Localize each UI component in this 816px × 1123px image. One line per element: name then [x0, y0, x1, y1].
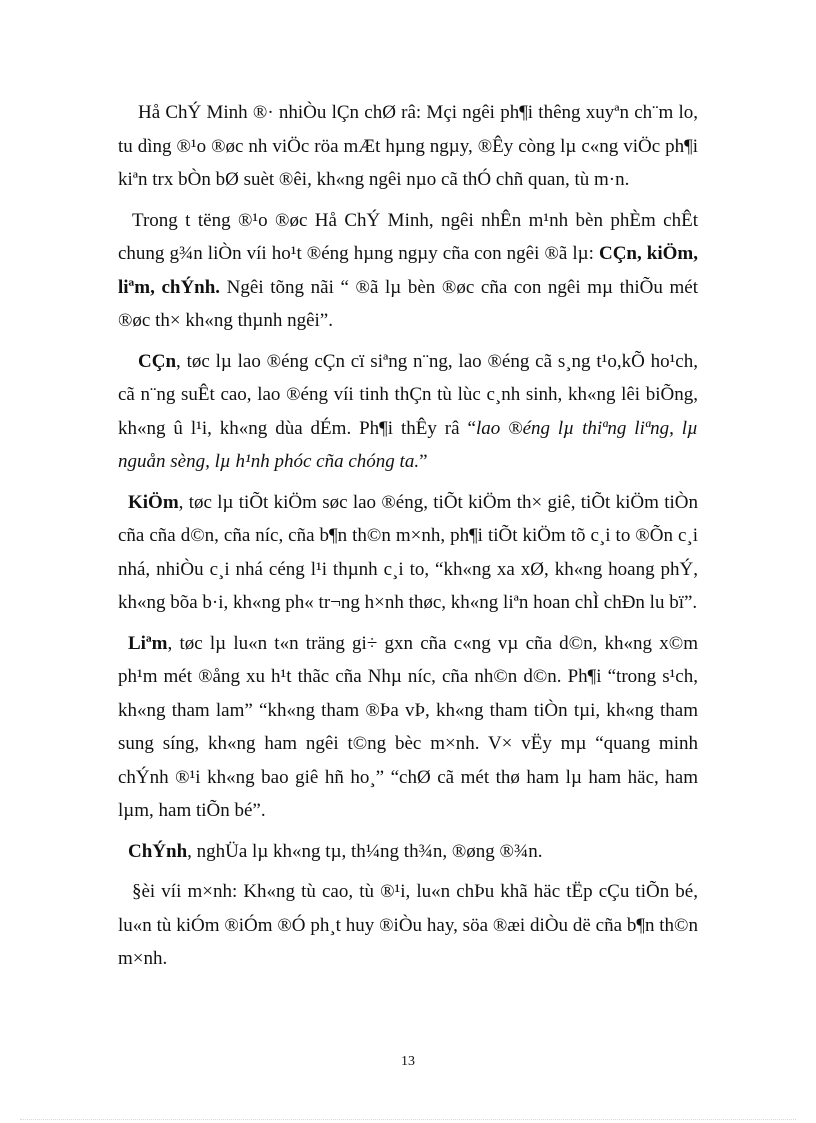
paragraph-text: Trong t tëng ®¹o ®øc Hå ChÝ Minh, ngêi nhÊn m¹nh bèn phÈm chÊt chung g¾n liÒn víi ho¹t ®éng hµng ngµy cña con ngêi ®ã lµ: — [118, 209, 698, 264]
paragraph-text: , tøc lµ lao ®éng cÇn cï siªng n¨ng, lao ®éng cã s¸ng t¹o,kÕ ho¹ch, cã n¨ng suÊt cao, lao ®éng víi tinh thÇn tù lùc c¸nh sinh, kh«ng lêi biÕng, kh«ng û l¹i, kh«ng dùa dÉm. Ph¶i thÊy râ “ — [118, 350, 698, 439]
paragraph — [118, 345, 698, 479]
paragraph — [118, 204, 698, 338]
paragraph-text: , nghÜa lµ kh«ng tµ, th¼ng th¾n, ®øng ®¾n. — [187, 840, 543, 862]
paragraph-text: , tøc lµ tiÕt kiÖm søc lao ®éng, tiÕt kiÖm th× giê, tiÕt kiÖm tiÒn cña cña d©n, cña níc, cña b¶n th©n m×nh, ph¶i tiÕt kiÖm tõ c¸i to ®Õn c¸i nhá, nhiÒu c¸i nhá céng l¹i thµnh c¸i to, “kh«ng xa xØ, kh«ng hoang phÝ, kh«ng bõa b·i, kh«ng ph« tr¬ng h×nh thøc, kh«ng liªn hoan chÌ chÐn lu bï”. — [118, 491, 698, 613]
paragraph — [118, 627, 698, 828]
paragraph-text: ” — [419, 451, 428, 472]
page-number: 13 — [401, 1054, 415, 1069]
paragraph — [118, 486, 698, 620]
italic-quote: lao ®éng lµ thiªng liªng, lµ nguån sèng, lµ h¹nh phóc cña chóng ta. — [118, 417, 699, 472]
page-bottom-divider — [20, 1119, 796, 1120]
paragraph-text: Ngêi tõng nãi “ ®ã lµ bèn ®øc cña con ngêi mµ thiÕu mét ®øc th× kh«ng thµnh ngêi”. — [118, 276, 698, 331]
bold-term: ChÝnh — [128, 840, 188, 862]
bold-term: KiÖm — [128, 491, 179, 513]
paragraph-text: Hå ChÝ Minh ®· nhiÒu lÇn chØ râ: Mçi ngêi ph¶i thêng xuyªn ch¨m lo, tu dìng ®¹o ®øc nh viÖc röa mÆt hµng ngµy, ®Êy còng lµ c«ng viÖc ph¶i kiªn trx bÒn bØ suèt ®êi, kh«ng ngêi nµo cã thÓ chñ quan, tù m·n. — [118, 102, 698, 190]
bold-term: CÇn — [138, 350, 177, 372]
bold-term: CÇn, kiÖm, liªm, chÝnh. — [118, 243, 698, 298]
document-body — [118, 96, 698, 983]
paragraph — [118, 875, 698, 976]
paragraph-text: , tøc lµ lu«n t«n träng gi÷ gxn cña c«ng vµ cña d©n, kh«ng x©m ph¹m mét ®ång xu h¹t thãc cña Nhµ níc, cña nh©n d©n. Ph¶i “trong s¹ch, kh«ng tham lam” “kh«ng tham ®Þa vÞ, kh«ng tham tiÒn tµi, kh«ng tham sung síng, kh«ng ham ngêi t©ng bèc m×nh. V× vËy mµ “quang minh chÝnh ®¹i kh«ng bao giê hñ ho¸” “chØ cã mét thø ham lµ ham häc, ham lµm, ham tiÕn bé”. — [118, 632, 698, 821]
paragraph — [118, 835, 698, 869]
paragraph-text: §èi víi m×nh: Kh«ng tù cao, tù ®¹i, lu«n chÞu khã häc tËp cÇu tiÕn bé, lu«n tù kiÓm ®iÓm ®Ó ph¸t huy ®iÒu hay, söa ®æi diÒu dë cña b¶n th©n m×nh. — [118, 881, 698, 969]
paragraph — [118, 96, 698, 197]
bold-term: Liªm — [128, 632, 168, 654]
